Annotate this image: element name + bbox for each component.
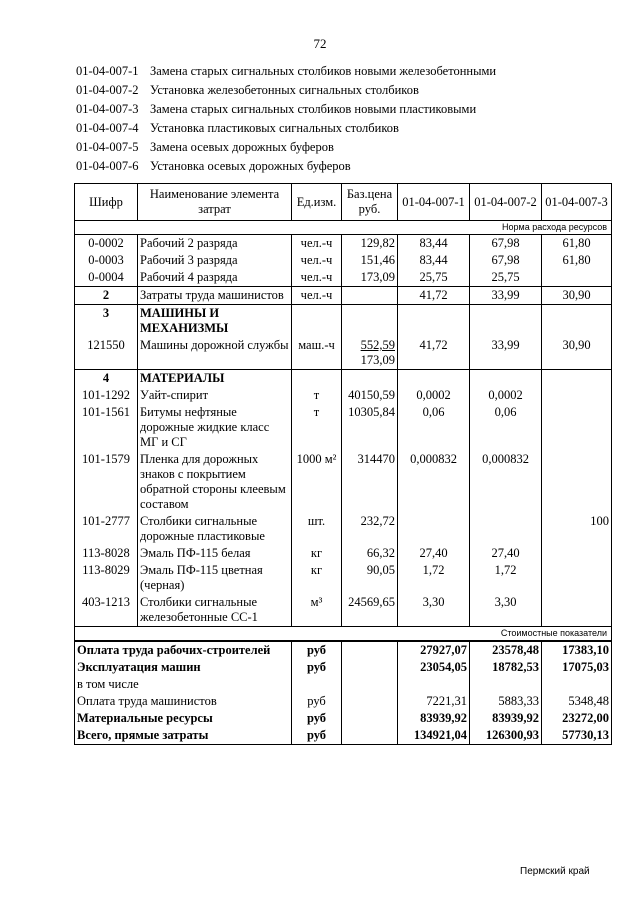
header-col2: 01-04-007-2 (470, 184, 542, 221)
cell-v2: 67,98 (470, 252, 542, 269)
cost-v2: 83939,92 (470, 710, 542, 727)
cost-v2: 126300,93 (470, 727, 542, 745)
cost-v3: 17383,10 (542, 641, 612, 659)
empty-cell (542, 305, 612, 338)
cell-code: 0-0004 (75, 269, 138, 287)
header-col3: 01-04-007-3 (542, 184, 612, 221)
cell-v2 (470, 513, 542, 545)
table-row (75, 235, 612, 253)
cost-v2: 18782,53 (470, 659, 542, 676)
cost-v1: 134921,04 (398, 727, 470, 745)
cell-code: 101-1292 (75, 387, 138, 404)
code-id: 01-04-007-2 (76, 83, 139, 97)
table-row (75, 387, 612, 404)
cell-price: 173,09 (342, 269, 398, 287)
cost-row (75, 659, 612, 676)
cell-name: Машины дорожной службы (138, 337, 292, 370)
cell-unit: шт. (292, 513, 342, 545)
table-row (75, 252, 612, 269)
cell-price: 90,05 (342, 562, 398, 594)
cell-name: Рабочий 2 разряда (138, 235, 292, 253)
cell-v2: 27,40 (470, 545, 542, 562)
cell-v1: 0,06 (398, 404, 470, 451)
resource-table (74, 183, 612, 745)
cell-unit: т (292, 387, 342, 404)
empty-cell (342, 370, 398, 388)
cell-price: 232,72 (342, 513, 398, 545)
empty-cell (342, 727, 398, 745)
cost-v3: 57730,13 (542, 727, 612, 745)
cell-v2: 1,72 (470, 562, 542, 594)
cell-v1: 0,0002 (398, 387, 470, 404)
empty-cell (342, 676, 398, 693)
code-row (76, 157, 496, 176)
table-row (75, 269, 612, 287)
cell-unit: кг (292, 562, 342, 594)
cell-name: Эмаль ПФ-115 белая (138, 545, 292, 562)
cost-name: в том числе (75, 676, 292, 693)
cell-v3: 30,90 (542, 287, 612, 305)
cell-v1: 25,75 (398, 269, 470, 287)
code-text: Установка осевых дорожных буферов (150, 159, 351, 173)
cell-name: Пленка для дорожных знаков с покрытием обратной стороны клеевым составом (138, 451, 292, 513)
cost-v1: 23054,05 (398, 659, 470, 676)
cell-unit: 1000 м² (292, 451, 342, 513)
cell-v1: 41,72 (398, 287, 470, 305)
cell-v1: 1,72 (398, 562, 470, 594)
code-id: 01-04-007-6 (76, 159, 139, 173)
cell-v3 (542, 269, 612, 287)
header-code: Шифр (75, 184, 138, 221)
cell-price (342, 337, 398, 370)
section-code: 4 (75, 370, 138, 388)
code-row (76, 100, 496, 119)
table-row (75, 594, 612, 627)
cost-label: Стоимостные показатели (75, 627, 612, 642)
cell-v3: 61,80 (542, 252, 612, 269)
cell-v3 (542, 404, 612, 451)
table-row (75, 404, 612, 451)
norm-label-row (75, 221, 612, 235)
cell-v1: 83,44 (398, 252, 470, 269)
code-id: 01-04-007-1 (76, 64, 139, 78)
table-row (75, 451, 612, 513)
cost-name: Всего, прямые затраты (75, 727, 292, 745)
region-footer: Пермский край (520, 866, 590, 877)
cell-price: 314470 (342, 451, 398, 513)
cell-v1: 0,000832 (398, 451, 470, 513)
section-title: МАШИНЫ И МЕХАНИЗМЫ (138, 305, 292, 338)
cell-v3: 100 (542, 513, 612, 545)
cell-v2: 67,98 (470, 235, 542, 253)
cost-row (75, 641, 612, 659)
cell-code: 0-0003 (75, 252, 138, 269)
cell-code: 101-1579 (75, 451, 138, 513)
cost-row (75, 727, 612, 745)
table-row (75, 545, 612, 562)
empty-cell (342, 305, 398, 338)
cell-unit: маш.-ч (292, 337, 342, 370)
cost-label-row (75, 627, 612, 642)
code-id: 01-04-007-4 (76, 121, 139, 135)
cell-code: 101-1561 (75, 404, 138, 451)
code-id: 01-04-007-5 (76, 140, 139, 154)
section-code: 3 (75, 305, 138, 338)
cell-v3: 61,80 (542, 235, 612, 253)
cell-name: Эмаль ПФ-115 цветная (черная) (138, 562, 292, 594)
cell-unit: м³ (292, 594, 342, 627)
section-title: МАТЕРИАЛЫ (138, 370, 292, 388)
cell-v2: 0,000832 (470, 451, 542, 513)
section-row (75, 305, 612, 338)
cell-price (342, 287, 398, 305)
cost-v1: 7221,31 (398, 693, 470, 710)
cell-unit: чел.-ч (292, 287, 342, 305)
cost-row (75, 710, 612, 727)
cost-unit: руб (292, 659, 342, 676)
table-row (75, 562, 612, 594)
empty-cell (292, 305, 342, 338)
cost-unit: руб (292, 693, 342, 710)
cell-price: 66,32 (342, 545, 398, 562)
cell-v2: 33,99 (470, 337, 542, 370)
empty-cell (342, 710, 398, 727)
cell-v1: 41,72 (398, 337, 470, 370)
cost-v3: 17075,03 (542, 659, 612, 676)
cell-unit: чел.-ч (292, 269, 342, 287)
cost-v1: 27927,07 (398, 641, 470, 659)
cost-unit: руб (292, 710, 342, 727)
table-row (75, 337, 612, 370)
code-row (76, 81, 496, 100)
code-id: 01-04-007-3 (76, 102, 139, 116)
cell-name: Столбики сигнальные железобетонные СС-1 (138, 594, 292, 627)
header-name: Наименование элемента затрат (138, 184, 292, 221)
code-text: Замена осевых дорожных буферов (150, 140, 334, 154)
cell-unit: чел.-ч (292, 235, 342, 253)
table-header-row (75, 184, 612, 221)
table-row (75, 287, 612, 305)
cell-v3 (542, 562, 612, 594)
cell-code: 101-2777 (75, 513, 138, 545)
cell-name: Затраты труда машинистов (138, 287, 292, 305)
cell-v2: 3,30 (470, 594, 542, 627)
cell-name: Рабочий 3 разряда (138, 252, 292, 269)
cost-name: Оплата труда машинистов (75, 693, 292, 710)
cost-name: Оплата труда рабочих-строителей (75, 641, 292, 659)
empty-cell (470, 305, 542, 338)
cell-name: Битумы нефтяные дорожные жидкие класс МГ и СГ (138, 404, 292, 451)
norm-label: Норма расхода ресурсов (75, 221, 612, 235)
cell-unit: чел.-ч (292, 252, 342, 269)
code-row (76, 62, 496, 81)
empty-cell (292, 370, 342, 388)
cell-v2: 25,75 (470, 269, 542, 287)
cell-price: 129,82 (342, 235, 398, 253)
cell-code: 0-0002 (75, 235, 138, 253)
cost-unit (292, 676, 342, 693)
cell-v3 (542, 545, 612, 562)
empty-cell (342, 693, 398, 710)
empty-cell (542, 370, 612, 388)
section-row (75, 370, 612, 388)
page-number: 72 (313, 36, 327, 51)
cell-code: 403-1213 (75, 594, 138, 627)
cell-unit: кг (292, 545, 342, 562)
cell-v1: 27,40 (398, 545, 470, 562)
cost-row (75, 693, 612, 710)
empty-cell (342, 641, 398, 659)
cell-v2: 0,0002 (470, 387, 542, 404)
cost-v1: 83939,92 (398, 710, 470, 727)
header-price: Баз.цена руб. (342, 184, 398, 221)
cell-v1: 3,30 (398, 594, 470, 627)
cell-price: 151,46 (342, 252, 398, 269)
cell-name: Столбики сигнальные дорожные пластиковые (138, 513, 292, 545)
cost-unit: руб (292, 641, 342, 659)
table-row (75, 513, 612, 545)
cell-price: 24569,65 (342, 594, 398, 627)
cell-v3 (542, 451, 612, 513)
cell-name: Уайт-спирит (138, 387, 292, 404)
cell-code: 121550 (75, 337, 138, 370)
cell-v1: 83,44 (398, 235, 470, 253)
cost-v1 (398, 676, 470, 693)
cost-row (75, 676, 612, 693)
empty-cell (398, 370, 470, 388)
cell-name: Рабочий 4 разряда (138, 269, 292, 287)
cost-name: Материальные ресурсы (75, 710, 292, 727)
cost-v3: 23272,00 (542, 710, 612, 727)
cell-code: 113-8028 (75, 545, 138, 562)
cell-v1 (398, 513, 470, 545)
code-row (76, 138, 496, 157)
cell-v3 (542, 387, 612, 404)
code-text: Установка пластиковых сигнальных столбиков (150, 121, 399, 135)
price-secondary: 173,09 (360, 353, 395, 367)
cell-v3: 30,90 (542, 337, 612, 370)
cost-v2: 5883,33 (470, 693, 542, 710)
empty-cell (398, 305, 470, 338)
code-text: Замена старых сигнальных столбиков новыми пластиковыми (150, 102, 477, 116)
cost-v3 (542, 676, 612, 693)
code-row (76, 119, 496, 138)
cell-v2: 0,06 (470, 404, 542, 451)
cost-v2: 23578,48 (470, 641, 542, 659)
cost-unit: руб (292, 727, 342, 745)
empty-cell (470, 370, 542, 388)
header-col1: 01-04-007-1 (398, 184, 470, 221)
code-text: Замена старых сигнальных столбиков новыми железобетонными (150, 64, 497, 78)
cell-code: 2 (75, 287, 138, 305)
cell-price: 40150,59 (342, 387, 398, 404)
cost-name: Эксплуатация машин (75, 659, 292, 676)
cell-unit: т (292, 404, 342, 451)
cost-v2 (470, 676, 542, 693)
cell-code: 113-8029 (75, 562, 138, 594)
empty-cell (342, 659, 398, 676)
cell-v3 (542, 594, 612, 627)
header-unit: Ед.изм. (292, 184, 342, 221)
code-text: Установка железобетонных сигнальных столбиков (150, 83, 419, 97)
cost-v3: 5348,48 (542, 693, 612, 710)
cell-price: 10305,84 (342, 404, 398, 451)
cell-v2: 33,99 (470, 287, 542, 305)
price-main: 552,59 (360, 338, 395, 352)
code-list (76, 62, 496, 176)
